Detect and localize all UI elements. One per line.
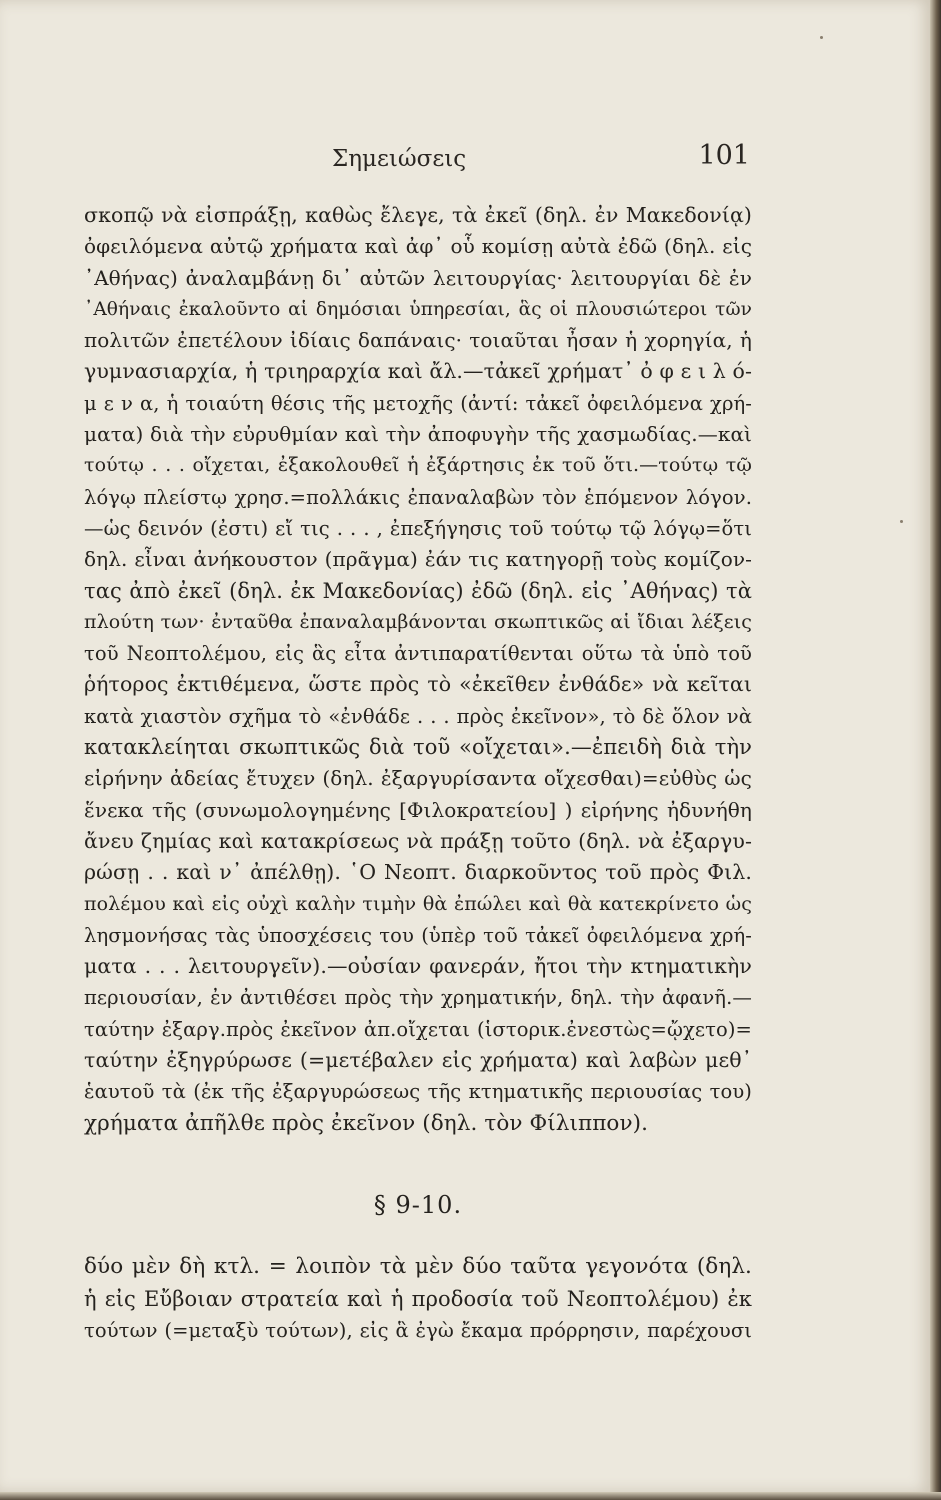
page-bottom-edge — [0, 1492, 941, 1500]
text-line: ἑαυτοῦ τὰ (ἐκ τῆς ἐξαργυρώσεως τῆς κτηματικῆς περιουσίας του) — [84, 1080, 752, 1104]
text-line: πολιτῶν ἐπετέλουν ἰδίαις δαπάναις· τοιαῦται ἦσαν ἡ χορηγία, ἡ — [84, 328, 752, 353]
text-line: περιουσίαν, ἐν ἀντιθέσει πρὸς τὴν χρηματικήν, δηλ. τὴν ἀφανῆ.— — [84, 986, 752, 1010]
text-line: ταύτην ἐξηγρύρωσε (=μετέβαλεν εἰς χρήματα) καὶ λαβὼν μεθ᾽ — [84, 1048, 752, 1073]
text-line: τούτων (=μεταξὺ τούτων), εἰς ἃ ἐγὼ ἔκαμα πρόρρησιν, παρέχουσι — [84, 1318, 752, 1342]
text-line: γυμνασιαρχία, ἡ τριηραρχία καὶ ἄλ.—τἀκεῖ χρήματ᾽ ὀ φ ε ι λ ό- — [84, 359, 752, 384]
text-line: τούτῳ . . . οἴχεται, ἐξακολουθεῖ ἡ ἐξάρτησις ἐκ τοῦ ὅτι.—τούτῳ τῷ — [84, 454, 752, 477]
text-line: σκοπῷ νὰ εἰσπράξῃ, καθὼς ἔλεγε, τὰ ἐκεῖ (δηλ. ἐν Μακεδονίᾳ) — [84, 203, 752, 227]
notes-paragraph — [84, 200, 752, 1139]
text-line: ᾽Αθήνας) ἀναλαμβάνῃ δι᾽ αὐτῶν λειτουργίας· λειτουργίαι δὲ ἐν — [84, 265, 752, 290]
text-line: δηλ. εἶναι ἀνήκουστον (πρᾶγμα) ἐάν τις κατηγορῇ τοὺς κομίζον- — [84, 547, 752, 572]
running-head-title: Σημειώσεις — [332, 146, 467, 172]
text-line: ᾽Αθήναις ἐκαλοῦντο αἱ δημόσιαι ὑπηρεσίαι, ἃς οἱ πλουσιώτεροι τῶν — [84, 298, 752, 320]
page-body — [84, 200, 752, 1347]
text-line: ῥήτορος ἐκτιθέμενα, ὥστε πρὸς τὸ «ἐκεῖθεν ἐνθάδε» νὰ κεῖται — [84, 672, 752, 697]
text-line: τοῦ Νεοπτολέμου, εἰς ἃς εἶτα ἀντιπαρατίθενται οὕτω τὰ ὑπὸ τοῦ — [84, 642, 752, 666]
text-line: —ὡς δεινόν (ἐστι) εἴ τις . . . , ἐπεξήγησις τοῦ τούτῳ τῷ λόγῳ=ὅτι — [84, 516, 752, 540]
text-line: εἰρήνην ἀδείας ἔτυχεν (δηλ. ἐξαργυρίσαντα οἴχεσθαι)=εὐθὺς ὡς — [84, 766, 752, 791]
paper-speck — [900, 520, 903, 523]
text-line: δύο μὲν δὴ κτλ. = λοιπὸν τὰ μὲν δύο ταῦτα γεγονότα (δηλ. — [84, 1253, 752, 1279]
text-line: λόγῳ πλείστῳ χρησ.=πολλάκις ἐπαναλαβὼν τὸν ἑπόμενον λόγον. — [84, 485, 752, 509]
paper-speck — [820, 36, 823, 39]
section-heading: § 9-10. — [373, 1190, 463, 1219]
text-line: ματα) διὰ τὴν εὐρυθμίαν καὶ τὴν ἀποφυγὴν τῆς χασμωδίας.—καὶ — [84, 422, 752, 447]
text-line: ρώσῃ . . καὶ ν᾽ ἀπέλθῃ). ῾Ο Νεοπτ. διαρκοῦντος τοῦ πρὸς Φιλ. — [84, 860, 752, 885]
running-head — [70, 140, 750, 176]
page-number: 101 — [698, 140, 750, 171]
text-line: ματα . . . λειτουργεῖν).—οὐσίαν φανεράν, ἤτοι τὴν κτηματικὴν — [84, 954, 752, 979]
text-line: ἕνεκα τῆς (συνωμολογημένης [Φιλοκρατείου] ) εἰρήνης ἠδυνήθη — [84, 797, 752, 822]
text-line: λησμονήσας τὰς ὑποσχέσεις του (ὑπὲρ τοῦ τἀκεῖ ὀφειλόμενα χρή- — [84, 923, 752, 947]
text-line: πλούτη των· ἐνταῦθα ἐπαναλαμβάνονται σκωπτικῶς αἱ ἴδιαι λέξεις — [84, 610, 752, 633]
page-edge — [930, 0, 941, 1500]
text-line: τας ἀπὸ ἐκεῖ (δηλ. ἐκ Μακεδονίας) ἐδῶ (δηλ. εἰς ᾽Αθήνας) τὰ — [84, 578, 752, 603]
text-line: ἄνευ ζημίας καὶ κατακρίσεως νὰ πράξῃ τοῦτο (δηλ. νὰ ἐξαργυ- — [84, 828, 752, 853]
text-line: κατὰ χιαστὸν σχῆμα τὸ «ἐνθάδε . . . πρὸς ἐκεῖνον», τὸ δὲ ὅλον νὰ — [84, 704, 752, 728]
text-line: κατακλείηται σκωπτικῶς διὰ τοῦ «οἴχεται».—ἐπειδὴ διὰ τὴν — [84, 735, 752, 760]
text-line: χρήματα ἀπῆλθε πρὸς ἐκεῖνον (δηλ. τὸν Φίλιππον). — [84, 1110, 649, 1136]
text-line: ταύτην ἐξαργ.πρὸς ἐκεῖνον ἀπ.οἴχεται (ἱστορικ.ἐνεστὼς=ᾤχετο)= — [84, 1017, 752, 1041]
text-line: μ ε ν α, ἡ τοιαύτη θέσις τῆς μετοχῆς (ἀντί: τἀκεῖ ὀφειλόμενα χρή- — [84, 391, 752, 415]
text-line: πολέμου καὶ εἰς οὐχὶ καλὴν τιμὴν θὰ ἐπώλει καὶ θὰ κατεκρίνετο ὡς — [84, 892, 752, 915]
text-line: ἡ εἰς Εὔβοιαν στρατεία καὶ ἡ προδοσία τοῦ Νεοπτολέμου) ἐκ — [84, 1286, 752, 1311]
notes-paragraph-2 — [84, 1251, 752, 1347]
text-line: ὀφειλόμενα αὐτῷ χρήματα καὶ ἀφ᾽ οὗ κομίσῃ αὐτὰ ἐδῶ (δηλ. εἰς — [84, 234, 752, 259]
